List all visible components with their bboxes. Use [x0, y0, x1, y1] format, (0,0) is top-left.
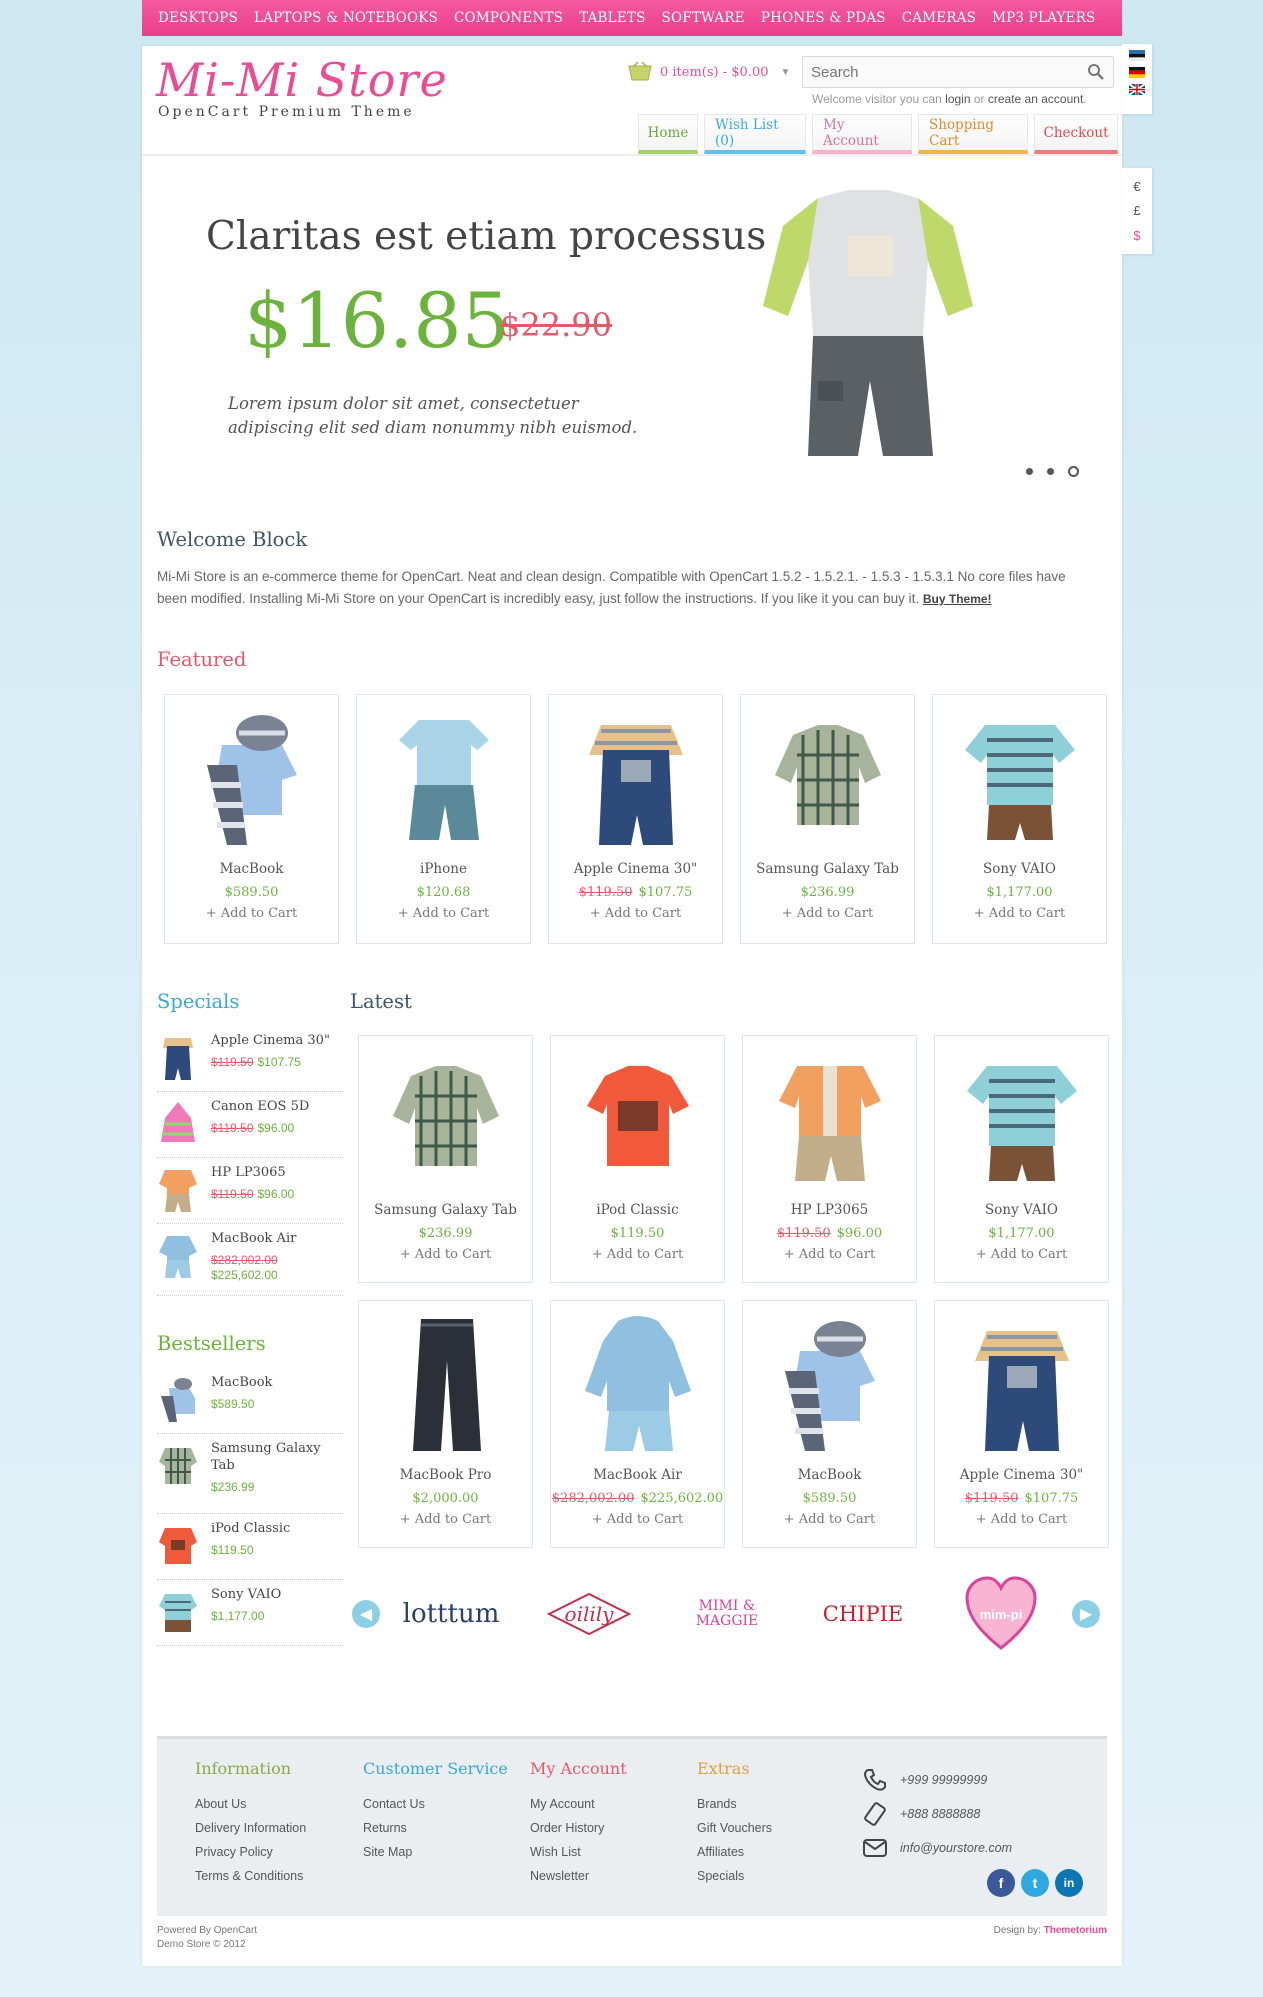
special-new-price: $225,602.00 [211, 1268, 278, 1282]
featured-title: Featured [157, 648, 247, 671]
design-by [994, 1924, 1107, 1952]
slider-dot[interactable] [1047, 468, 1054, 475]
add-to-cart-button[interactable]: + Add to Cart [783, 1247, 876, 1262]
product-price [743, 1226, 916, 1241]
product-price-value: $107.75 [638, 885, 693, 900]
special-price [211, 1055, 330, 1070]
special-item[interactable] [157, 1230, 343, 1296]
special-name[interactable]: MacBook Air [211, 1231, 297, 1246]
contact-phone-row [862, 1763, 1012, 1797]
footer-link-order-history[interactable]: Order History [530, 1821, 605, 1835]
bestseller-item[interactable] [157, 1440, 343, 1514]
footer-link-about[interactable]: About Us [195, 1797, 247, 1811]
add-to-cart-button[interactable]: + Add to Cart [399, 1247, 492, 1262]
copyright: Demo Store © 2012 [157, 1939, 246, 1950]
product-price [935, 1491, 1108, 1506]
buy-theme-link[interactable]: Buy Theme! [922, 592, 992, 606]
bestseller-price: $1,177.00 [211, 1609, 265, 1623]
logo-name: Mi-Mi Store [156, 53, 448, 107]
tab-wishlist[interactable]: Wish List (0) [704, 114, 806, 154]
product-price [165, 885, 338, 900]
welcome-block-text [157, 566, 1097, 610]
product-image[interactable] [765, 1046, 895, 1196]
tab-my-account[interactable]: My Account [812, 114, 912, 154]
product-thumbnail[interactable] [157, 1374, 199, 1426]
special-old-price: $119.50 [211, 1187, 254, 1201]
bestseller-name[interactable]: iPod Classic [211, 1521, 291, 1536]
login-link[interactable]: login [945, 92, 971, 106]
footer-account [530, 1759, 627, 1888]
nav-software[interactable]: SOFTWARE [661, 10, 745, 26]
footer [157, 1736, 1107, 1916]
special-item[interactable] [157, 1164, 343, 1224]
product-thumbnail[interactable] [157, 1440, 199, 1492]
brand-logo-mimi-maggie[interactable] [676, 1578, 778, 1650]
tab-home[interactable]: Home [638, 114, 698, 154]
nav-phones[interactable]: PHONES & PDAS [760, 10, 886, 26]
brand-logo-mimpi[interactable] [950, 1578, 1052, 1650]
special-item[interactable] [157, 1032, 343, 1092]
add-to-cart-button[interactable]: + Add to Cart [975, 1247, 1068, 1262]
product-card[interactable] [550, 1035, 725, 1283]
product-name[interactable]: iPod Classic [596, 1202, 679, 1218]
footer-link-sitemap[interactable]: Site Map [363, 1845, 413, 1859]
product-name[interactable]: Sony VAIO [983, 861, 1056, 877]
product-thumbnail[interactable] [157, 1230, 199, 1282]
add-to-cart-button[interactable]: + Add to Cart [399, 1512, 492, 1527]
search-box [802, 56, 1114, 88]
logo-tagline: OpenCart Premium Theme [158, 104, 415, 120]
currency-pound[interactable]: £ [1133, 203, 1141, 219]
add-to-cart-button[interactable]: + Add to Cart [973, 906, 1066, 921]
product-thumbnail[interactable] [157, 1098, 199, 1150]
footer-extras [697, 1759, 772, 1888]
product-price-value: $236.99 [800, 885, 855, 900]
product-price-value: $1,177.00 [986, 885, 1053, 900]
special-name[interactable]: Apple Cinema 30" [211, 1033, 330, 1048]
footer-link-newsletter[interactable]: Newsletter [530, 1869, 590, 1883]
add-to-cart-button[interactable]: + Add to Cart [205, 906, 298, 921]
slider-dot[interactable] [1026, 468, 1033, 475]
twitter-icon[interactable]: t [1021, 1869, 1049, 1897]
slider-dot-active[interactable] [1068, 466, 1079, 477]
product-price [551, 1226, 724, 1241]
phone-icon [862, 1767, 888, 1793]
product-image[interactable] [381, 1046, 511, 1196]
footer-link-returns[interactable]: Returns [363, 1821, 407, 1835]
add-to-cart-button[interactable]: + Add to Cart [781, 906, 874, 921]
designer-link[interactable]: Themetorium [1043, 1925, 1107, 1936]
brand-logo-text: CHIPIE [822, 1602, 904, 1626]
category-nav [142, 0, 1122, 36]
product-name[interactable]: MacBook [219, 861, 284, 877]
product-card[interactable] [164, 694, 339, 944]
contact-phone: +999 99999999 [900, 1773, 988, 1787]
product-image[interactable] [957, 1311, 1087, 1461]
special-item[interactable] [157, 1098, 343, 1158]
basket-icon [628, 62, 652, 82]
contact-mobile: +888 8888888 [900, 1807, 981, 1821]
welcome-suffix: . [1083, 92, 1087, 106]
nav-tablets[interactable]: TABLETS [579, 10, 646, 26]
product-image[interactable] [573, 1311, 703, 1461]
product-card[interactable] [742, 1035, 917, 1283]
nav-components[interactable]: COMPONENTS [454, 10, 564, 26]
brand-logo-oilily[interactable] [538, 1578, 640, 1650]
create-account-link[interactable]: create an account [987, 92, 1084, 106]
bestseller-price: $589.50 [211, 1397, 255, 1411]
special-price [211, 1253, 296, 1283]
special-old-price: $119.50 [211, 1055, 254, 1069]
product-image[interactable] [573, 1046, 703, 1196]
product-name[interactable]: MacBook Pro [399, 1467, 492, 1483]
footer-contact [862, 1763, 1012, 1865]
hero-product-image[interactable] [748, 186, 988, 486]
product-price-value: $120.68 [416, 885, 471, 900]
special-old-price: $282,002.00 [211, 1253, 278, 1267]
product-card[interactable] [932, 694, 1107, 944]
flag-estonia-icon[interactable] [1129, 50, 1145, 61]
special-name[interactable]: HP LP3065 [211, 1165, 286, 1180]
product-image[interactable] [957, 1046, 1087, 1196]
footer-link-terms[interactable]: Terms & Conditions [195, 1869, 304, 1883]
product-price-value: $2,000.00 [412, 1491, 479, 1506]
product-image[interactable] [765, 1311, 895, 1461]
brand-logo-text: oilily [564, 1602, 614, 1626]
product-name[interactable]: Apple Cinema 30" [573, 861, 698, 877]
nav-mp3[interactable]: MP3 PLAYERS [992, 10, 1096, 26]
product-price [743, 1491, 916, 1506]
product-price [359, 1491, 532, 1506]
search-input[interactable] [811, 64, 1087, 81]
carousel-prev-icon[interactable]: ◀ [352, 1600, 380, 1628]
product-image[interactable] [379, 705, 509, 855]
brand-logo-lotttum[interactable] [402, 1578, 500, 1650]
chevron-down-icon: ▼ [780, 66, 791, 78]
store-logo[interactable] [156, 54, 448, 120]
footer-service [363, 1759, 508, 1864]
nav-desktops[interactable]: DESKTOPS [158, 10, 239, 26]
product-name[interactable]: MacBook [797, 1467, 862, 1483]
product-image[interactable] [571, 705, 701, 855]
product-card[interactable] [356, 694, 531, 944]
powered-by: Powered By OpenCart [157, 1925, 258, 1936]
product-price-value: $225,602.00 [640, 1491, 724, 1506]
bestseller-price: $119.50 [211, 1543, 254, 1557]
footer-bottom [157, 1924, 1107, 1952]
footer-service-title: Customer Service [363, 1759, 508, 1778]
facebook-icon[interactable]: f [987, 1869, 1015, 1897]
product-image[interactable] [763, 705, 893, 855]
product-thumbnail[interactable] [157, 1586, 199, 1638]
product-card[interactable] [740, 694, 915, 944]
special-new-price: $96.00 [257, 1187, 295, 1201]
header-tabs [638, 114, 1118, 154]
bestseller-name[interactable]: MacBook [211, 1375, 273, 1390]
product-price-value: $236.99 [418, 1226, 473, 1241]
special-new-price: $96.00 [257, 1121, 295, 1135]
product-price [935, 1226, 1108, 1241]
footer-link-specials[interactable]: Specials [697, 1869, 745, 1883]
footer-account-title: My Account [530, 1759, 627, 1778]
product-price-value: $119.50 [610, 1226, 665, 1241]
product-price [359, 1226, 532, 1241]
add-to-cart-button[interactable]: + Add to Cart [589, 906, 682, 921]
brand-logo-chipie[interactable] [812, 1578, 914, 1650]
product-image[interactable] [381, 1311, 511, 1461]
search-icon[interactable] [1087, 63, 1105, 81]
product-old-price: $119.50 [776, 1226, 831, 1241]
product-price [549, 885, 722, 900]
footer-link-privacy[interactable]: Privacy Policy [195, 1845, 273, 1859]
product-price-value: $589.50 [224, 885, 279, 900]
special-price [211, 1187, 294, 1202]
welcome-or: or [970, 92, 988, 106]
brand-logo-text: mim-pi [979, 1606, 1023, 1622]
brand-logo-text: MIMI & MAGGIE [695, 1598, 759, 1629]
footer-link-wishlist[interactable]: Wish List [530, 1845, 581, 1859]
specials-title: Specials [157, 990, 240, 1013]
product-old-price: $282,002.00 [551, 1491, 635, 1506]
currency-switcher [1122, 168, 1152, 254]
contact-email[interactable]: info@yourstore.com [900, 1841, 1013, 1855]
language-switcher [1122, 44, 1152, 114]
product-price-value: $1,177.00 [988, 1226, 1055, 1241]
nav-cameras[interactable]: CAMERAS [901, 10, 977, 26]
mobile-phone-icon [862, 1801, 888, 1827]
footer-link-delivery[interactable]: Delivery Information [195, 1821, 307, 1835]
product-card[interactable] [358, 1035, 533, 1283]
footer-link-affiliates[interactable]: Affiliates [697, 1845, 745, 1859]
bestseller-price: $236.99 [211, 1480, 255, 1494]
welcome-block-title: Welcome Block [157, 528, 308, 551]
linkedin-icon[interactable]: in [1055, 1869, 1083, 1897]
product-card[interactable] [550, 1300, 725, 1548]
product-old-price: $119.50 [964, 1491, 1019, 1506]
bestseller-name[interactable]: Samsung Galaxy Tab [211, 1441, 321, 1473]
add-to-cart-button[interactable]: + Add to Cart [591, 1512, 684, 1527]
product-name[interactable]: iPhone [420, 861, 467, 877]
add-to-cart-button[interactable]: + Add to Cart [783, 1512, 876, 1527]
product-name[interactable]: Samsung Galaxy Tab [374, 1202, 517, 1218]
product-thumbnail[interactable] [157, 1032, 199, 1084]
product-price [357, 885, 530, 900]
welcome-prefix: Welcome visitor you can [812, 92, 946, 106]
cart-summary[interactable] [628, 62, 790, 82]
product-name[interactable]: Samsung Galaxy Tab [756, 861, 899, 877]
slide-title: Claritas est etiam processus [206, 214, 767, 259]
product-price [551, 1491, 724, 1506]
product-thumbnail[interactable] [157, 1520, 199, 1572]
special-new-price: $107.75 [257, 1055, 301, 1069]
tab-checkout[interactable]: Checkout [1034, 114, 1118, 154]
add-to-cart-button[interactable]: + Add to Cart [591, 1247, 684, 1262]
product-card[interactable] [934, 1035, 1109, 1283]
special-old-price: $119.50 [211, 1121, 254, 1135]
product-card[interactable] [742, 1300, 917, 1548]
header-divider [142, 154, 1122, 156]
contact-fax-row [862, 1797, 1012, 1831]
product-old-price: $119.50 [578, 885, 633, 900]
carousel-next-icon[interactable]: ▶ [1072, 1600, 1100, 1628]
currency-euro[interactable]: € [1133, 178, 1141, 194]
social-links [987, 1869, 1083, 1897]
product-price [933, 885, 1106, 900]
design-by-label: Design by: [993, 1925, 1044, 1936]
slider-pagination [1026, 466, 1079, 477]
special-name[interactable]: Canon EOS 5D [211, 1099, 310, 1114]
footer-link-brands[interactable]: Brands [697, 1797, 737, 1811]
flag-germany-icon[interactable] [1129, 67, 1145, 78]
add-to-cart-button[interactable]: + Add to Cart [975, 1512, 1068, 1527]
product-thumbnail[interactable] [157, 1164, 199, 1216]
cart-text: 0 item(s) - $0.00 [660, 64, 769, 80]
product-name[interactable]: Sony VAIO [985, 1202, 1058, 1218]
footer-link-contact[interactable]: Contact Us [363, 1797, 425, 1811]
bestsellers-title: Bestsellers [157, 1332, 266, 1355]
product-price-value: $96.00 [836, 1226, 883, 1241]
slide-price: $16.85 [244, 276, 510, 365]
welcome-message [812, 92, 1087, 106]
slide-description: Lorem ipsum dolor sit amet, consectetuer adipiscing elit sed diam nonummy nibh euismod. [228, 394, 638, 437]
nav-laptops[interactable]: LAPTOPS & NOTEBOOKS [254, 10, 439, 26]
footer-extras-title: Extras [697, 1759, 750, 1778]
mail-icon [862, 1835, 888, 1861]
footer-information [195, 1759, 306, 1888]
welcome-block-body: Mi-Mi Store is an e-commerce theme for OpenCart. Neat and clean design. Compatible with OpenCart 1.5.2 - 1.5.2.1. - 1.5.3 - 1.5.3.1 No core files have been modified. Installing Mi-Mi Store on your OpenCart is incredibly easy, just follow the instructions. If you like it you can buy it. [157, 569, 1066, 606]
brand-logo-text: lotttum [402, 1599, 500, 1629]
product-card[interactable] [934, 1300, 1109, 1548]
product-name[interactable]: MacBook Air [593, 1467, 682, 1483]
footer-link-vouchers[interactable]: Gift Vouchers [697, 1821, 773, 1835]
product-image[interactable] [187, 705, 317, 855]
bestseller-name[interactable]: Sony VAIO [211, 1587, 282, 1602]
product-price-value: $589.50 [802, 1491, 857, 1506]
add-to-cart-button[interactable]: + Add to Cart [397, 906, 490, 921]
bestseller-item[interactable] [157, 1586, 343, 1646]
product-price [741, 885, 914, 900]
flag-uk-icon[interactable] [1129, 84, 1145, 95]
product-name[interactable]: Apple Cinema 30" [959, 1467, 1084, 1483]
currency-dollar[interactable]: $ [1133, 228, 1141, 244]
footer-information-title: Information [195, 1759, 292, 1778]
contact-email-row [862, 1831, 1012, 1865]
product-image[interactable] [955, 705, 1085, 855]
special-price [211, 1121, 309, 1136]
product-card[interactable] [358, 1300, 533, 1548]
tab-shopping-cart[interactable]: Shopping Cart [918, 114, 1028, 154]
bestseller-item[interactable] [157, 1374, 343, 1434]
latest-title: Latest [350, 990, 412, 1013]
bestseller-item[interactable] [157, 1520, 343, 1580]
footer-link-my-account[interactable]: My Account [530, 1797, 595, 1811]
footer-credits [157, 1924, 257, 1952]
product-price-value: $107.75 [1024, 1491, 1079, 1506]
product-card[interactable] [548, 694, 723, 944]
product-name[interactable]: HP LP3065 [790, 1202, 869, 1218]
slide-old-price: $22.90 [500, 306, 612, 344]
